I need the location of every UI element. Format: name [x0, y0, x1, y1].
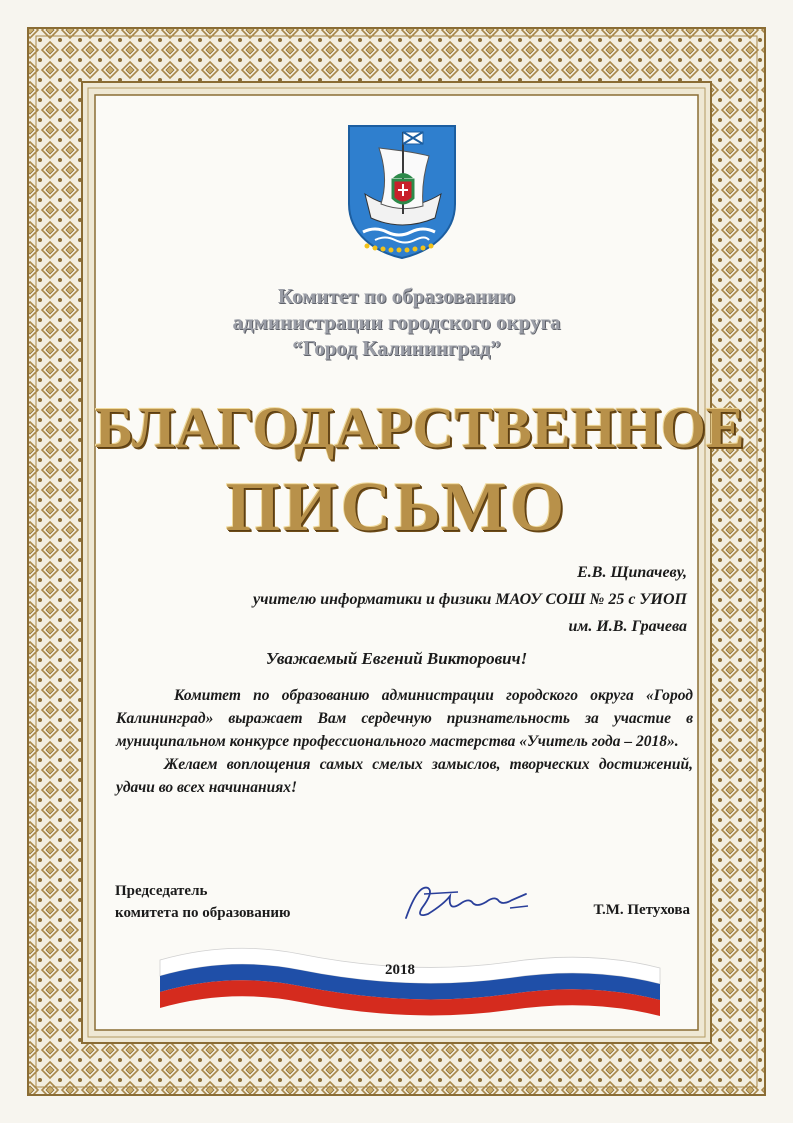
recipient-block — [127, 559, 687, 640]
document-title-line-2: ПИСЬМО — [225, 469, 568, 546]
recipient-school-name: им. И.В. Грачева — [568, 618, 687, 635]
document-title-line-1: БЛАГОДАРСТВЕННОЕ — [95, 395, 745, 460]
signatory-name: Т.М. Петухова — [593, 902, 690, 918]
kaliningrad-coat-of-arms — [345, 122, 459, 260]
issuer-line-1: Комитет по образованию — [277, 284, 516, 308]
handwritten-signature — [398, 878, 533, 926]
issuer-line-2: администрации городского округа — [232, 310, 561, 334]
year: 2018 — [385, 962, 415, 978]
russian-flag-ribbon — [150, 940, 670, 1030]
body-paragraph-2: Желаем воплощения самых смелых замыслов, творческих достижений, удачи во всех начинаниях! — [116, 756, 693, 796]
recipient-name: Е.В. Щипачеву, — [577, 564, 687, 581]
issuer-line-3: “Город Калининград” — [292, 336, 501, 360]
signatory-title — [115, 880, 291, 924]
recipient-position: учителю информатики и физики МАОУ СОШ № 25 с УИОП — [253, 591, 687, 608]
signatory-title-line-2: комитета по образованию — [115, 905, 291, 921]
letter-body — [116, 684, 693, 799]
greeting: Уважаемый Евгений Викторович! — [265, 649, 528, 668]
body-paragraph-1: Комитет по образованию администрации городского округа «Город Калининград» выражает Вам сердечную признательность за участие в муниципальном конкурсе профессионального мастерства «Учитель года – 2018». — [116, 687, 693, 750]
signatory-title-line-1: Председатель — [115, 883, 208, 899]
issuer-block — [120, 283, 673, 361]
